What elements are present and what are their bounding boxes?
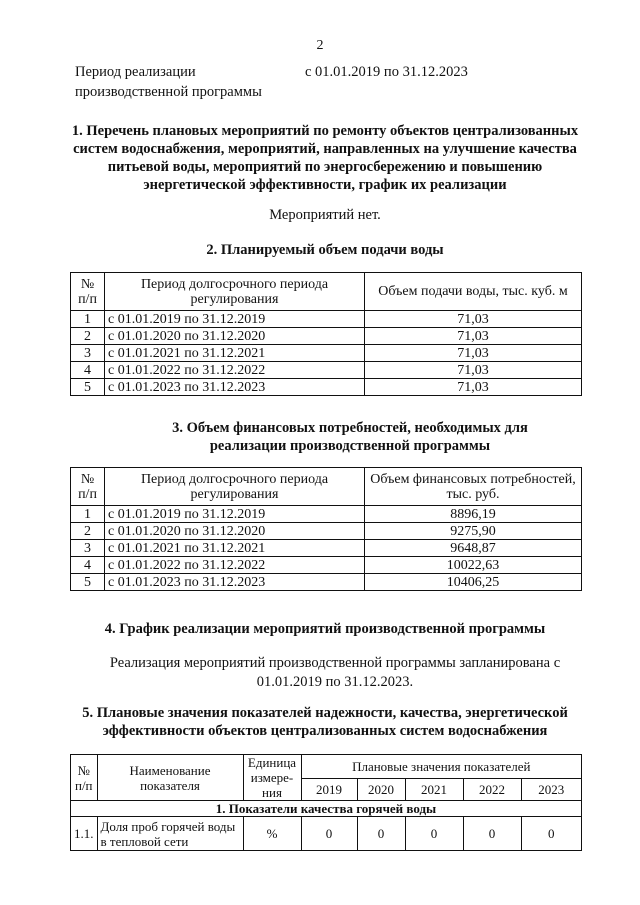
col-volume: Объем подачи воды, тыс. куб. м [365,273,582,311]
col-unit: Единица измере- ния [243,755,301,801]
row-name: Доля проб горячей воды в тепловой сети [97,817,243,851]
col-period: Период долгосрочного периода регулирования [105,468,365,506]
table-row [71,523,582,540]
financial-needs-table [70,467,582,591]
table-row [71,328,582,345]
row-period: с 01.01.2022 по 31.12.2022 [105,557,365,574]
section3-title: 3. Объем финансовых потребностей, необходимых для реализации производственной программы [172,420,528,454]
row-number: 3 [71,345,105,362]
row-value: 0 [463,817,521,851]
col-year: 2022 [463,779,521,801]
row-period: с 01.01.2019 по 31.12.2019 [105,506,365,523]
table-row [71,817,582,851]
table-row [71,311,582,328]
row-number: 5 [71,379,105,396]
section4-text: Реализация мероприятий производственной программы запланирована с 01.01.2019 по 31.12.2023. [109,655,561,690]
section4-title: 4. График реализации мероприятий производственной программы [104,621,546,637]
row-value: 71,03 [365,362,582,379]
group-label: 1. Показатели качества горячей воды [71,801,582,817]
row-number: 5 [71,574,105,591]
table-row [71,574,582,591]
col-year: 2021 [405,779,463,801]
row-period: с 01.01.2023 по 31.12.2023 [105,379,365,396]
period-label: Период реализации производственной программы [75,64,262,100]
row-period: с 01.01.2022 по 31.12.2022 [105,362,365,379]
col-year: 2020 [357,779,405,801]
col-year: 2019 [301,779,357,801]
col-period: Период долгосрочного периода регулирования [105,273,365,311]
period-value: с 01.01.2019 по 31.12.2023 [305,64,468,80]
table-row [71,345,582,362]
row-value: 10406,25 [365,574,582,591]
row-period: с 01.01.2023 по 31.12.2023 [105,574,365,591]
section2-title: 2. Планируемый объем подачи воды [206,242,444,258]
row-value: 10022,63 [365,557,582,574]
row-value: 9648,87 [365,540,582,557]
col-number: № п/п [71,273,105,311]
water-supply-table [70,272,582,396]
row-period: с 01.01.2021 по 31.12.2021 [105,540,365,557]
row-value: 0 [357,817,405,851]
table-row [71,557,582,574]
table-row [71,379,582,396]
row-number: 1 [71,506,105,523]
row-value: 71,03 [365,311,582,328]
table-header-row [71,755,582,779]
row-value: 8896,19 [365,506,582,523]
row-number: 1 [71,311,105,328]
table-header-row [71,468,582,506]
page-number: 2 [316,38,324,53]
col-number: № п/п [71,755,98,801]
indicators-table [70,754,582,851]
row-number: 2 [71,328,105,345]
table-row [71,540,582,557]
section1-text: Мероприятий нет. [269,207,381,223]
table-header-row [71,273,582,311]
col-year: 2023 [521,779,582,801]
table-row [71,362,582,379]
row-value: 71,03 [365,345,582,362]
row-value: 0 [521,817,582,851]
row-number: 4 [71,557,105,574]
col-planned-values: Плановые значения показателей [301,755,582,779]
row-value: 0 [301,817,357,851]
section1-title: 1. Перечень плановых мероприятий по ремонту объектов централизованных систем водоснабжения, мероприятий, направленных на улучшение качества питьевой воды, мероприятий по энергосбережению и повышению энергетической эффективности, график их реализации [71,123,579,193]
col-number: № п/п [71,468,105,506]
row-number: 4 [71,362,105,379]
row-value: 71,03 [365,328,582,345]
row-period: с 01.01.2020 по 31.12.2020 [105,523,365,540]
row-value: 71,03 [365,379,582,396]
row-value: 0 [405,817,463,851]
row-number: 2 [71,523,105,540]
row-period: с 01.01.2020 по 31.12.2020 [105,328,365,345]
row-period: с 01.01.2021 по 31.12.2021 [105,345,365,362]
row-number: 3 [71,540,105,557]
section5-title: 5. Плановые значения показателей надежности, качества, энергетической эффективности объектов централизованных систем водоснабжения [82,705,568,739]
col-name: Наименование показателя [97,755,243,801]
table-row [71,506,582,523]
row-period: с 01.01.2019 по 31.12.2019 [105,311,365,328]
col-finance: Объем финансовых потребностей, тыс. руб. [365,468,582,506]
row-value: 9275,90 [365,523,582,540]
row-number: 1.1. [71,817,98,851]
row-unit: % [243,817,301,851]
group-row [71,801,582,817]
